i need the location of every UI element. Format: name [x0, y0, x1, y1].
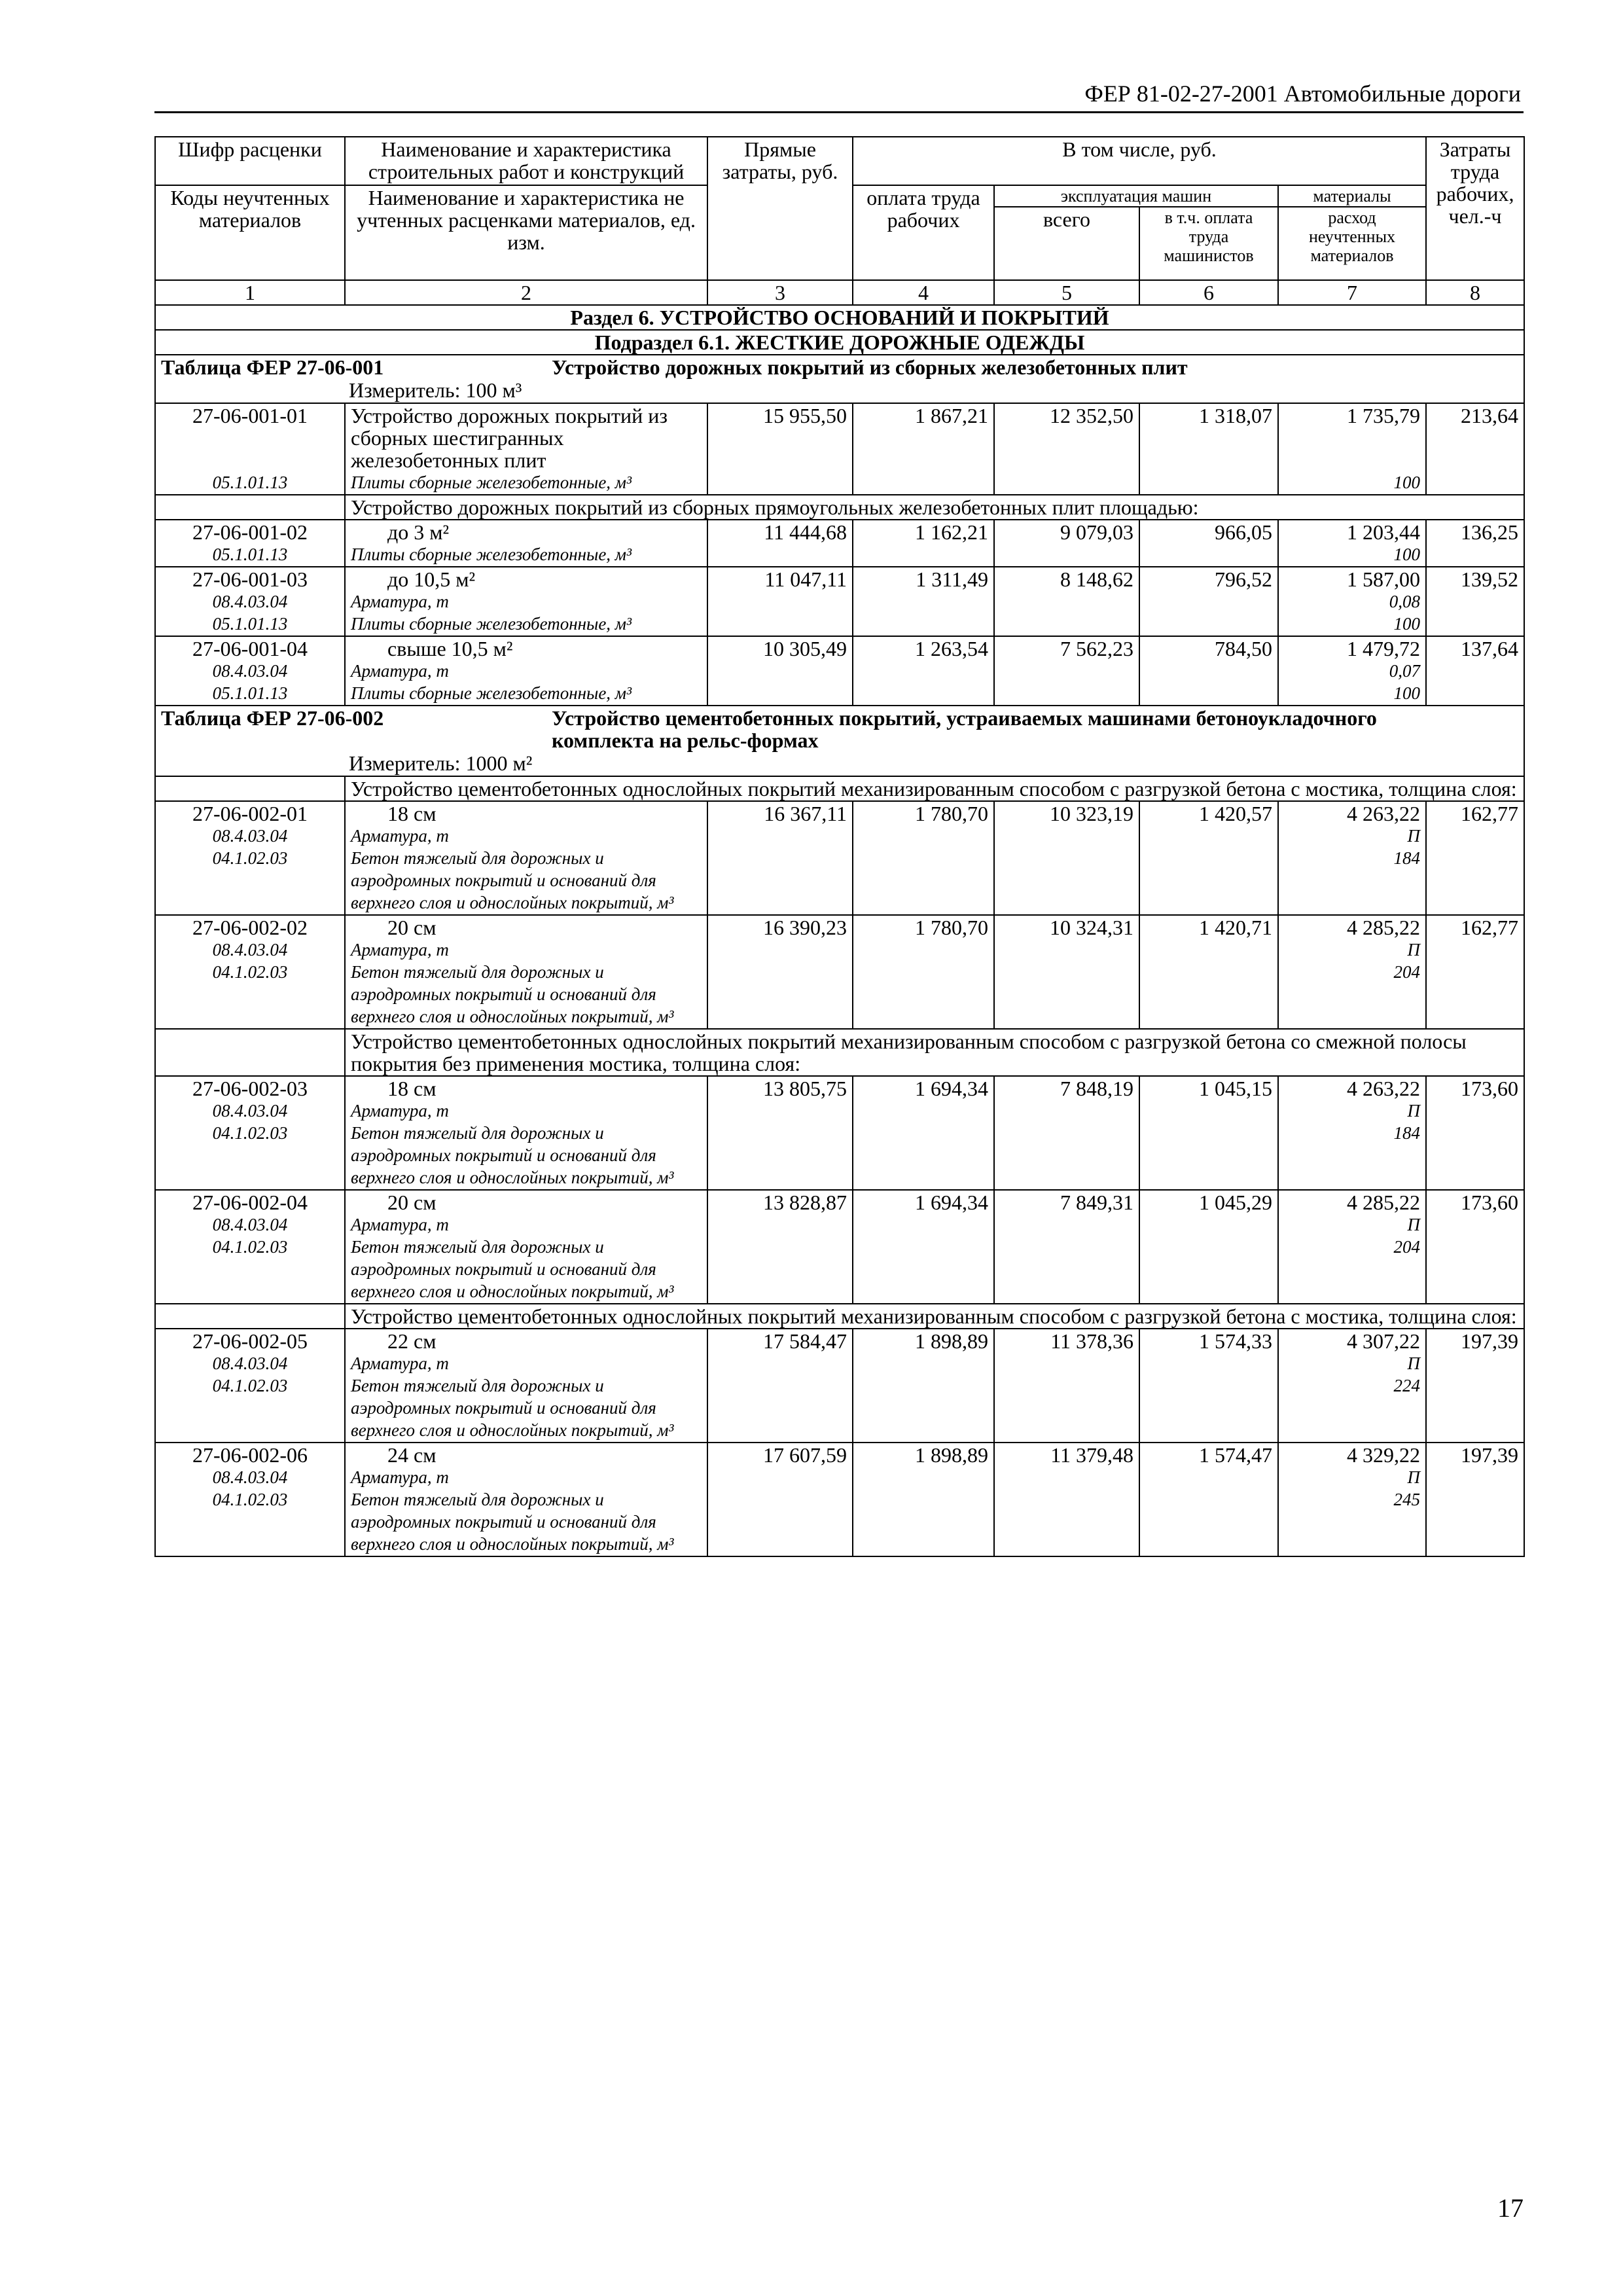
row-name: Устройство дорожных покрытий из сборных шестигранных железобетонных плит	[351, 404, 668, 472]
material-code: 04.1.02.03	[212, 1376, 288, 1395]
table-row	[155, 801, 1524, 915]
direct-cost: 17 607,59	[707, 1443, 853, 1556]
row-code: 27-06-001-04	[192, 637, 308, 660]
machines-wages: 1 574,33	[1139, 1329, 1278, 1443]
header-incl: В том числе, руб.	[853, 137, 1426, 185]
machines-total: 7 849,31	[994, 1190, 1139, 1304]
column-number: 2	[345, 280, 707, 305]
labor: 173,60	[1426, 1076, 1524, 1190]
row-name: 20 см	[387, 916, 437, 939]
header-mat-names: Наименование и характеристика не учтенных расценками материалов, ед. изм.	[345, 185, 707, 280]
materials: 1 735,79	[1347, 404, 1421, 427]
wages: 1 311,49	[853, 567, 994, 636]
direct-cost: 17 584,47	[707, 1329, 853, 1443]
machines-total: 11 378,36	[994, 1329, 1139, 1443]
wages: 1 780,70	[853, 801, 994, 915]
machines-total: 7 848,19	[994, 1076, 1139, 1190]
material-code: 05.1.01.13	[212, 614, 288, 634]
materials: 4 307,22	[1347, 1329, 1421, 1353]
wages: 1 694,34	[853, 1076, 994, 1190]
header-labor: Затраты труда рабочих, чел.-ч	[1426, 137, 1524, 280]
material-name: Плиты сборные железобетонные, м³	[351, 545, 632, 564]
page-number: 17	[1497, 2193, 1524, 2223]
row-name: свыше 10,5 м²	[387, 637, 513, 660]
column-number: 5	[994, 280, 1139, 305]
material-name: Арматура, т	[351, 1354, 449, 1373]
column-number: 3	[707, 280, 853, 305]
header-direct: Прямые затраты, руб.	[707, 137, 853, 280]
material-code: 05.1.01.13	[212, 473, 288, 492]
material-amount: 204	[1393, 962, 1421, 982]
material-code: 08.4.03.04	[212, 1354, 288, 1373]
section-title: Раздел 6. УСТРОЙСТВО ОСНОВАНИЙ И ПОКРЫТИЙ	[155, 305, 1524, 330]
labor: 162,77	[1426, 915, 1524, 1029]
material-code: 08.4.03.04	[212, 826, 288, 846]
header-code: Шифр расценки	[155, 137, 345, 185]
material-name: Арматура, т	[351, 661, 449, 681]
material-name: Арматура, т	[351, 592, 449, 611]
table-row	[155, 403, 1524, 495]
table-name: Устройство дорожных покрытий из сборных железобетонных плит	[552, 355, 1188, 379]
wages: 1 263,54	[853, 636, 994, 706]
direct-cost: 15 955,50	[707, 403, 853, 495]
machines-total: 7 562,23	[994, 636, 1139, 706]
column-number: 1	[155, 280, 345, 305]
labor: 139,52	[1426, 567, 1524, 636]
page-header	[154, 71, 1524, 113]
machines-wages: 1 420,57	[1139, 801, 1278, 915]
material-name: Бетон тяжелый для дорожных и аэродромных покрытий и оснований для верхнего слоя и однослойных покрытий, м³	[351, 1237, 674, 1301]
wages: 1 162,21	[853, 520, 994, 567]
materials: 4 285,22	[1347, 1191, 1421, 1214]
table-row	[155, 520, 1524, 567]
labor: 197,39	[1426, 1329, 1524, 1443]
row-code: 27-06-002-02	[192, 916, 308, 939]
material-code: 04.1.02.03	[212, 848, 288, 868]
material-amount: П	[1407, 940, 1421, 960]
table-meter: Измеритель: 1000 м²	[349, 751, 533, 775]
material-name: Бетон тяжелый для дорожных и аэродромных покрытий и оснований для верхнего слоя и однослойных покрытий, м³	[351, 1123, 674, 1187]
material-code: 04.1.02.03	[212, 1490, 288, 1509]
header-materials: материалы	[1278, 185, 1426, 207]
machines-total: 9 079,03	[994, 520, 1139, 567]
row-code: 27-06-001-01	[192, 404, 308, 427]
material-amount: 100	[1393, 473, 1421, 492]
table-meter: Измеритель: 100 м³	[349, 378, 522, 402]
material-amount: П	[1407, 1354, 1421, 1373]
material-name: Бетон тяжелый для дорожных и аэродромных покрытий и оснований для верхнего слоя и однослойных покрытий, м³	[351, 1490, 674, 1554]
material-code: 08.4.03.04	[212, 592, 288, 611]
materials: 1 203,44	[1347, 520, 1421, 544]
group-note: Устройство цементобетонных однослойных покрытий механизированным способом с разгрузкой бетона с мостика, толщина слоя:	[345, 776, 1524, 801]
table-row	[155, 1329, 1524, 1443]
row-name: 20 см	[387, 1191, 437, 1214]
direct-cost: 11 444,68	[707, 520, 853, 567]
labor: 197,39	[1426, 1443, 1524, 1556]
header-mach-wages: в т.ч. оплата труда машинистов	[1139, 207, 1278, 280]
machines-wages: 1 045,15	[1139, 1076, 1278, 1190]
row-name: 18 см	[387, 802, 437, 825]
material-code: 08.4.03.04	[212, 940, 288, 960]
materials: 1 587,00	[1347, 567, 1421, 591]
row-code: 27-06-001-02	[192, 520, 308, 544]
subsection-title: Подраздел 6.1. ЖЕСТКИЕ ДОРОЖНЫЕ ОДЕЖДЫ	[155, 330, 1524, 355]
material-amount: 100	[1393, 683, 1421, 703]
group-note: Устройство дорожных покрытий из сборных прямоугольных железобетонных плит площадью:	[345, 495, 1524, 520]
machines-total: 10 324,31	[994, 915, 1139, 1029]
material-amount: 100	[1393, 614, 1421, 634]
machines-wages: 796,52	[1139, 567, 1278, 636]
material-amount: 184	[1393, 1123, 1421, 1143]
wages: 1 867,21	[853, 403, 994, 495]
materials: 4 263,22	[1347, 1077, 1421, 1100]
materials: 1 479,72	[1347, 637, 1421, 660]
material-amount: 184	[1393, 848, 1421, 868]
table-row	[155, 1076, 1524, 1190]
material-name: Бетон тяжелый для дорожных и аэродромных покрытий и оснований для верхнего слоя и однослойных покрытий, м³	[351, 1376, 674, 1440]
material-amount: П	[1407, 1101, 1421, 1121]
material-name: Арматура, т	[351, 1467, 449, 1487]
wages: 1 694,34	[853, 1190, 994, 1304]
row-name: 18 см	[387, 1077, 437, 1100]
table-row	[155, 915, 1524, 1029]
machines-wages: 1 420,71	[1139, 915, 1278, 1029]
table-code: Таблица ФЕР 27-06-001	[161, 355, 384, 379]
row-code: 27-06-002-01	[192, 802, 308, 825]
materials: 4 285,22	[1347, 916, 1421, 939]
row-code: 27-06-002-05	[192, 1329, 308, 1353]
material-name: Бетон тяжелый для дорожных и аэродромных покрытий и оснований для верхнего слоя и однослойных покрытий, м³	[351, 848, 674, 912]
table-row	[155, 636, 1524, 706]
machines-wages: 1 574,47	[1139, 1443, 1278, 1556]
machines-wages: 1 318,07	[1139, 403, 1278, 495]
direct-cost: 13 805,75	[707, 1076, 853, 1190]
table-title	[155, 355, 1524, 403]
table-row	[155, 1190, 1524, 1304]
material-amount: 0,08	[1389, 592, 1421, 611]
wages: 1 780,70	[853, 915, 994, 1029]
material-code: 08.4.03.04	[212, 1215, 288, 1234]
materials: 4 263,22	[1347, 802, 1421, 825]
material-amount: 100	[1393, 545, 1421, 564]
group-note: Устройство цементобетонных однослойных покрытий механизированным способом с разгрузкой бетона с мостика, толщина слоя:	[345, 1304, 1524, 1329]
row-code: 27-06-001-03	[192, 567, 308, 591]
direct-cost: 13 828,87	[707, 1190, 853, 1304]
material-name: Арматура, т	[351, 826, 449, 846]
labor: 213,64	[1426, 403, 1524, 495]
column-number: 6	[1139, 280, 1278, 305]
labor: 162,77	[1426, 801, 1524, 915]
row-code: 27-06-002-06	[192, 1443, 308, 1467]
price-table	[154, 136, 1525, 1557]
machines-total: 8 148,62	[994, 567, 1139, 636]
material-code: 04.1.02.03	[212, 1237, 288, 1257]
material-name: Арматура, т	[351, 1101, 449, 1121]
material-amount: П	[1407, 1215, 1421, 1234]
machines-total: 11 379,48	[994, 1443, 1139, 1556]
row-code: 27-06-002-03	[192, 1077, 308, 1100]
machines-total: 10 323,19	[994, 801, 1139, 915]
group-note: Устройство цементобетонных однослойных покрытий механизированным способом с разгрузкой бетона со смежной полосы покрытия без применения мостика, толщина слоя:	[345, 1029, 1524, 1076]
material-amount: 224	[1393, 1376, 1421, 1395]
material-code: 05.1.01.13	[212, 545, 288, 564]
header-name: Наименование и характеристика строительных работ и конструкций	[345, 137, 707, 185]
material-code: 05.1.01.13	[212, 683, 288, 703]
machines-wages: 966,05	[1139, 520, 1278, 567]
document-title: ФЕР 81-02-27-2001 Автомобильные дороги	[1084, 81, 1521, 107]
row-name: до 10,5 м²	[387, 567, 476, 591]
table-code: Таблица ФЕР 27-06-002	[161, 706, 384, 730]
direct-cost: 16 390,23	[707, 915, 853, 1029]
material-name: Бетон тяжелый для дорожных и аэродромных покрытий и оснований для верхнего слоя и однослойных покрытий, м³	[351, 962, 674, 1026]
material-amount: 0,07	[1389, 661, 1421, 681]
header-mat-unaccounted: расход неучтенных материалов	[1278, 207, 1426, 280]
material-amount: 204	[1393, 1237, 1421, 1257]
material-name: Плиты сборные железобетонные, м³	[351, 614, 632, 634]
material-amount: П	[1407, 826, 1421, 846]
wages: 1 898,89	[853, 1443, 994, 1556]
material-code: 08.4.03.04	[212, 1467, 288, 1487]
row-name: до 3 м²	[387, 520, 450, 544]
row-name: 22 см	[387, 1329, 437, 1353]
wages: 1 898,89	[853, 1329, 994, 1443]
labor: 173,60	[1426, 1190, 1524, 1304]
material-name: Плиты сборные железобетонные, м³	[351, 473, 632, 492]
material-code: 04.1.02.03	[212, 962, 288, 982]
table-name: Устройство цементобетонных покрытий, устраиваемых машинами бетоноукладочного комплекта на рельс-формах	[552, 706, 1377, 752]
table-title	[155, 706, 1524, 776]
material-code: 08.4.03.04	[212, 1101, 288, 1121]
machines-total: 12 352,50	[994, 403, 1139, 495]
column-number: 4	[853, 280, 994, 305]
material-name: Арматура, т	[351, 940, 449, 960]
header-mat-codes: Коды неучтенных материалов	[155, 185, 345, 280]
material-name: Плиты сборные железобетонные, м³	[351, 683, 632, 703]
row-code: 27-06-002-04	[192, 1191, 308, 1214]
material-name: Арматура, т	[351, 1215, 449, 1234]
material-code: 08.4.03.04	[212, 661, 288, 681]
row-name: 24 см	[387, 1443, 437, 1467]
machines-wages: 1 045,29	[1139, 1190, 1278, 1304]
table-row	[155, 1443, 1524, 1556]
machines-wages: 784,50	[1139, 636, 1278, 706]
direct-cost: 10 305,49	[707, 636, 853, 706]
material-amount: 245	[1393, 1490, 1421, 1509]
header-machines: эксплуатация машин	[994, 185, 1278, 207]
material-code: 04.1.02.03	[212, 1123, 288, 1143]
labor: 137,64	[1426, 636, 1524, 706]
direct-cost: 16 367,11	[707, 801, 853, 915]
materials: 4 329,22	[1347, 1443, 1421, 1467]
labor: 136,25	[1426, 520, 1524, 567]
header-wages: оплата труда рабочих	[853, 185, 994, 280]
material-amount: П	[1407, 1467, 1421, 1487]
column-number: 7	[1278, 280, 1426, 305]
header-mach-total: всего	[994, 207, 1139, 280]
column-number: 8	[1426, 280, 1524, 305]
direct-cost: 11 047,11	[707, 567, 853, 636]
table-row	[155, 567, 1524, 636]
